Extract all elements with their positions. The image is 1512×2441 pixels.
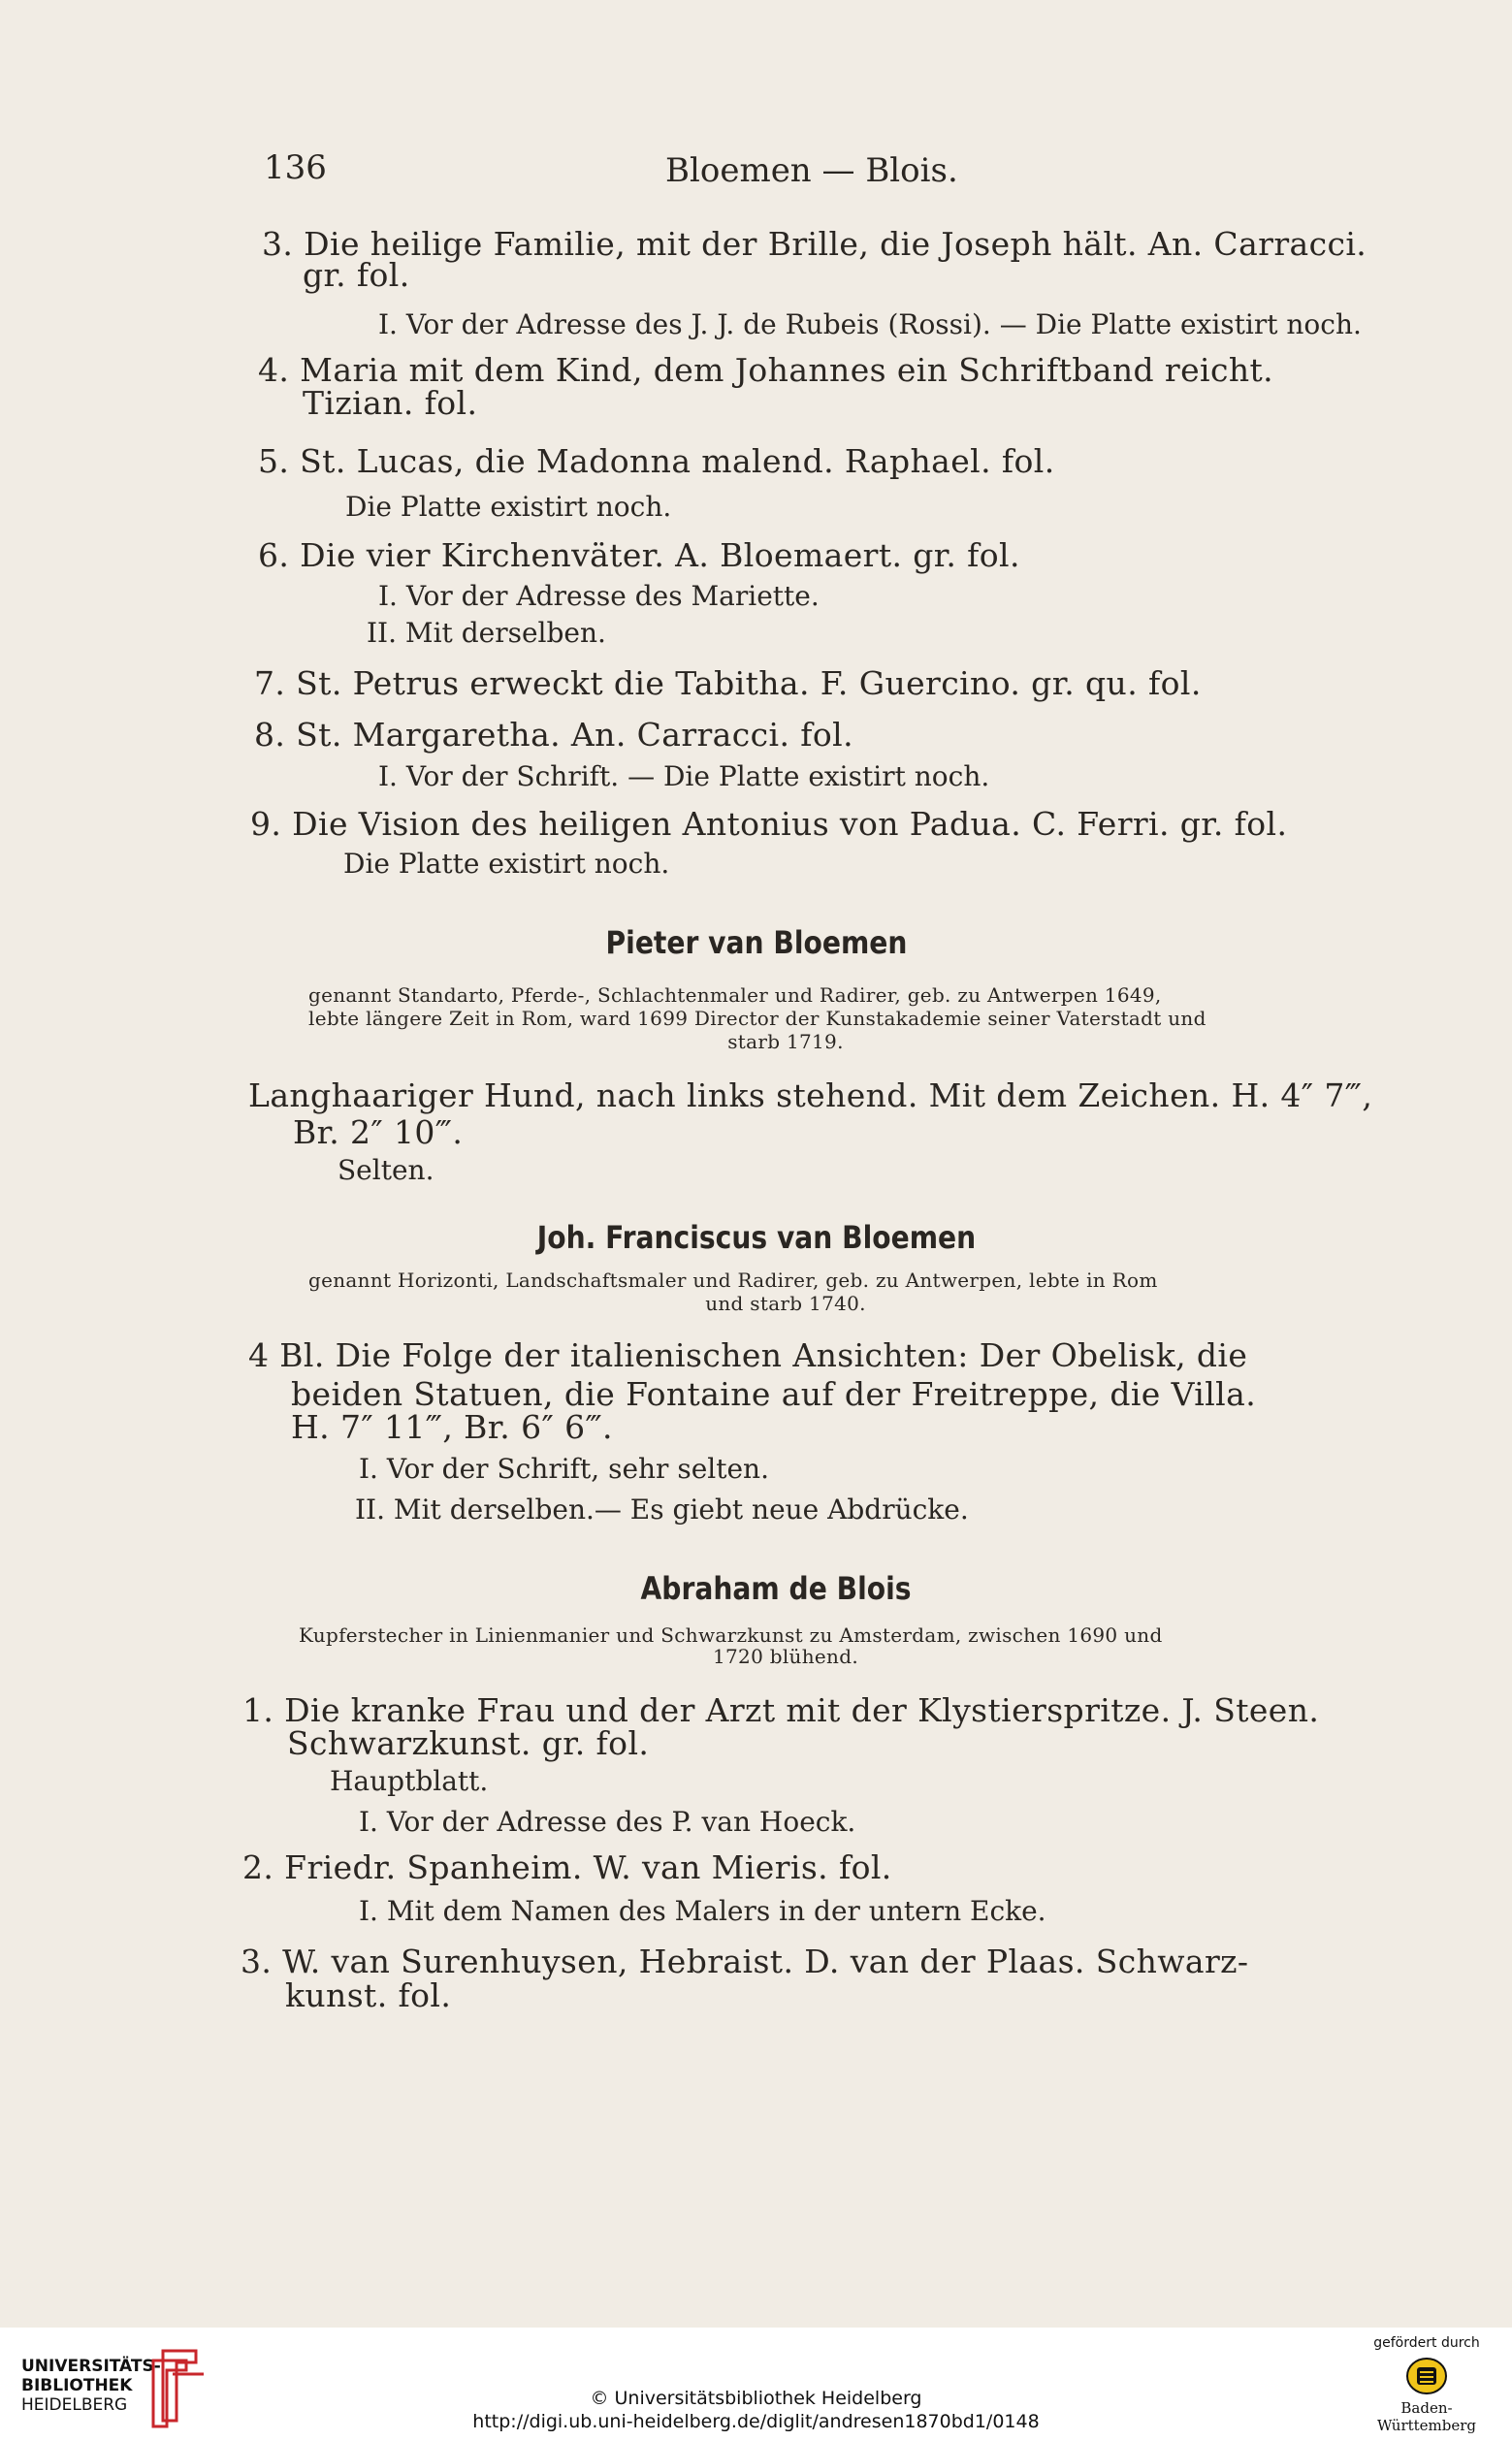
bio-pieter-line3: starb 1719. (727, 1030, 844, 1053)
entry-7-line1: 7. St. Petrus erweckt die Tabitha. F. Guercino. gr. qu. fol. (254, 664, 1202, 702)
library-line-3: HEIDELBERG (21, 2395, 128, 2415)
entry-3-line2: gr. fol. (303, 256, 410, 294)
pieter-entry-line1: Langhaariger Hund, nach links stehend. Mit dem Zeichen. H. 4″ 7‴, (248, 1076, 1373, 1114)
abraham-entry-1-line1: 1. Die kranke Frau und der Arzt mit der Klystierspritze. J. Steen. (242, 1691, 1320, 1729)
pieter-entry-note: Selten. (338, 1154, 434, 1186)
permalink-url[interactable]: http://digi.ub.uni-heidelberg.de/diglit/andresen1870bd1/0148 (472, 2411, 1040, 2432)
entry-3-line1: 3. Die heilige Familie, mit der Brille, die Joseph hält. An. Carracci. (262, 225, 1367, 263)
heading-abraham-de-blois: Abraham de Blois (640, 1570, 912, 1607)
page-number: 136 (264, 148, 327, 187)
abraham-entry-2-note: I. Mit dem Namen des Malers in der untern Ecke. (359, 1895, 1046, 1927)
entry-8-note: I. Vor der Schrift. — Die Platte existirt noch. (378, 760, 990, 792)
sponsor-block (1368, 2335, 1485, 2434)
bio-joh-line2: und starb 1740. (705, 1292, 866, 1315)
entry-4-line1: 4. Maria mit dem Kind, dem Johannes ein Schriftband reicht. (258, 351, 1274, 389)
entry-6-note-1: I. Vor der Adresse des Mariette. (378, 580, 820, 612)
sponsor-caption: gefördert durch (1373, 2335, 1480, 2351)
joh-entry-note-2: II. Mit derselben.— Es giebt neue Abdrücke. (355, 1494, 969, 1526)
entry-8-line1: 8. St. Margaretha. An. Carracci. fol. (254, 716, 853, 754)
sponsor-coat-of-arms-icon (1405, 2355, 1448, 2397)
entry-6-note-2: II. Mit derselben. (367, 617, 606, 649)
joh-entry-line3: H. 7″ 11‴, Br. 6″ 6‴. (291, 1408, 613, 1446)
running-title: Bloemen — Blois. (665, 151, 958, 190)
joh-entry-line2: beiden Statuen, die Fontaine auf der Freitreppe, die Villa. (291, 1375, 1257, 1413)
entry-9-line1: 9. Die Vision des heiligen Antonius von Padua. C. Ferri. gr. fol. (250, 805, 1288, 843)
entry-6-line1: 6. Die vier Kirchenväter. A. Bloemaert. gr. fol. (258, 536, 1020, 574)
bio-joh-line1: genannt Horizonti, Landschaftsmaler und Radirer, geb. zu Antwerpen, lebte in Rom (308, 1269, 1158, 1292)
entry-3-note: I. Vor der Adresse des J. J. de Rubeis (Rossi). — Die Platte existirt noch. (378, 308, 1362, 340)
joh-entry-note-1: I. Vor der Schrift, sehr selten. (359, 1453, 769, 1485)
joh-entry-line1: 4 Bl. Die Folge der italienischen Ansichten: Der Obelisk, die (248, 1336, 1248, 1374)
abraham-entry-3-line2: kunst. fol. (285, 1976, 452, 2014)
heading-joh-franciscus-van-bloemen: Joh. Franciscus van Bloemen (536, 1219, 977, 1256)
pieter-entry-line2: Br. 2″ 10‴. (293, 1113, 464, 1151)
library-line-2: BIBLIOTHEK (21, 2376, 133, 2395)
bio-abraham-line2: 1720 blühend. (713, 1645, 858, 1668)
sponsor-name: Baden-Württemberg (1376, 2399, 1477, 2434)
entry-5-line1: 5. St. Lucas, die Madonna malend. Raphael. fol. (258, 442, 1055, 480)
heading-pieter-van-bloemen: Pieter van Bloemen (605, 924, 908, 961)
entry-9-note: Die Platte existirt noch. (343, 848, 670, 880)
abraham-entry-1-line2: Schwarzkunst. gr. fol. (287, 1724, 650, 1762)
abraham-entry-1-note-1: Hauptblatt. (330, 1765, 489, 1797)
abraham-entry-1-note-2: I. Vor der Adresse des P. van Hoeck. (359, 1806, 856, 1838)
abraham-entry-3-line1: 3. W. van Surenhuysen, Hebraist. D. van der Plaas. Schwarz- (241, 1943, 1249, 1980)
bio-abraham-line1: Kupferstecher in Linienmanier und Schwarzkunst zu Amsterdam, zwischen 1690 und (299, 1623, 1163, 1647)
bio-pieter-line1: genannt Standarto, Pferde-, Schlachtenmaler und Radirer, geb. zu Antwerpen 1649, (308, 983, 1162, 1007)
library-line-1: UNIVERSITÄTS- (21, 2357, 161, 2376)
entry-5-note: Die Platte existirt noch. (345, 491, 672, 523)
bio-pieter-line2: lebte längere Zeit in Rom, ward 1699 Director der Kunstakademie seiner Vaterstadt und (308, 1007, 1206, 1030)
entry-4-line2: Tizian. fol. (303, 384, 478, 422)
abraham-entry-2-line1: 2. Friedr. Spanheim. W. van Mieris. fol. (242, 1848, 892, 1886)
copyright-line: © Universitätsbibliothek Heidelberg (590, 2388, 922, 2409)
footer-bar (0, 2328, 1512, 2441)
